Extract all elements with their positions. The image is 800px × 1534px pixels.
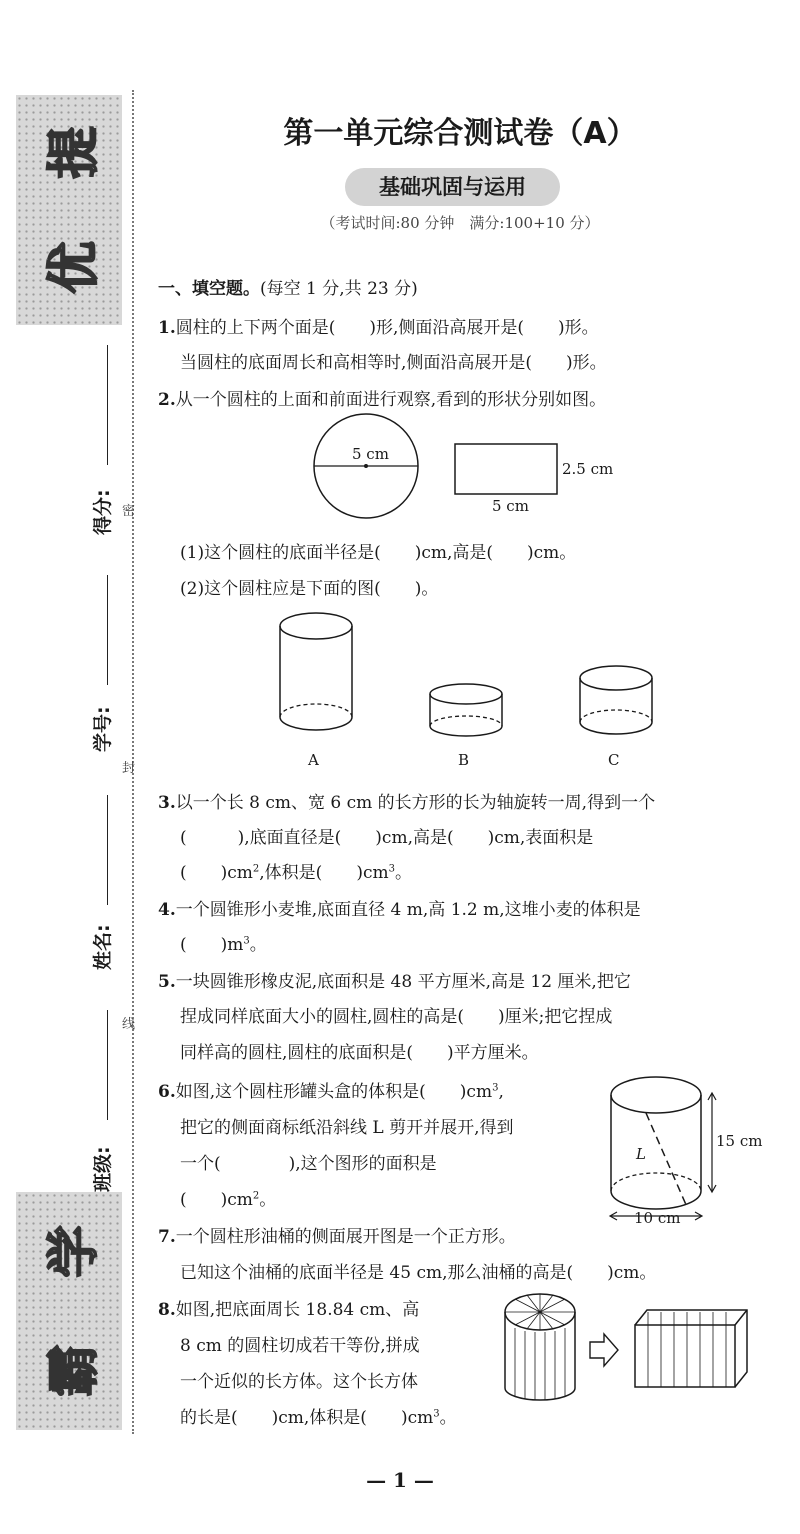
exam-info: （考试时间:80 分钟 满分:100+10 分） xyxy=(320,214,600,232)
circle-label: 5 cm xyxy=(352,445,389,463)
question-text: 从一个圆柱的上面和前面进行观察,看到的形状分别如图。 xyxy=(175,390,607,410)
q3-text: ,体积是( )cm xyxy=(259,863,389,883)
q6-l-label: L xyxy=(636,1145,646,1163)
page-number: — 1 — xyxy=(366,1468,434,1492)
question-5-line3[interactable]: 同样高的圆柱,圆柱的底面积是( )平方厘米。 xyxy=(180,1043,539,1063)
question-5 xyxy=(158,967,631,992)
superscript: 2 xyxy=(252,863,260,875)
q3-text: ( )cm xyxy=(180,863,253,883)
question-4-line2[interactable] xyxy=(180,930,267,955)
q4-text: ( )m xyxy=(180,935,244,955)
question-number: 7. xyxy=(158,1227,176,1247)
q8-cylinder-figure xyxy=(505,1294,747,1400)
option-label: A xyxy=(308,751,319,769)
rect-bottom-label: 5 cm xyxy=(492,497,529,515)
question-7-line2[interactable]: 已知这个油桶的底面半径是 45 cm,那么油桶的高是( )cm。 xyxy=(180,1263,657,1283)
section-note: (每空 1 分,共 23 分) xyxy=(260,279,418,299)
q3-text: 。 xyxy=(394,863,412,883)
question-1-line2[interactable]: 当圆柱的底面周长和高相等时,侧面沿高展开是( )形。 xyxy=(180,353,607,373)
superscript: 2 xyxy=(252,1190,260,1202)
band-char: 霸 xyxy=(44,1344,105,1397)
superscript: 3 xyxy=(388,863,395,875)
question-6[interactable] xyxy=(158,1077,504,1102)
q4-text: 。 xyxy=(249,935,267,955)
question-text: , xyxy=(498,1082,504,1102)
question-3-line3[interactable] xyxy=(180,858,412,883)
question-text[interactable]: 圆柱的上下两个面是( )形,侧面沿高展开是( )形。 xyxy=(175,318,599,338)
question-number: 1. xyxy=(158,318,176,338)
question-6-line3[interactable]: 一个( ),这个图形的面积是 xyxy=(180,1154,437,1174)
band-char: 优 xyxy=(44,241,105,294)
question-number: 4. xyxy=(158,900,176,920)
q6-can-figure xyxy=(610,1077,716,1220)
band-char: 学 xyxy=(44,1225,105,1278)
name-field-label: 姓名: xyxy=(92,924,114,970)
rect-side-label: 2.5 cm xyxy=(562,460,614,478)
question-2-sub1[interactable]: (1)这个圆柱的底面半径是( )cm,高是( )cm。 xyxy=(180,543,577,563)
question-text: 以一个长 8 cm、宽 6 cm 的长方形的长为轴旋转一周,得到一个 xyxy=(175,793,656,813)
question-7 xyxy=(158,1222,516,1247)
score-field-label: 得分: xyxy=(92,489,114,535)
q6-text: ( )cm xyxy=(180,1190,253,1210)
q6-height-label: 15 cm xyxy=(716,1132,763,1150)
question-text: 一个圆锥形小麦堆,底面直径 4 m,高 1.2 m,这堆小麦的体积是 xyxy=(175,900,641,920)
question-3-line2[interactable]: ( ),底面直径是( )cm,高是( )cm,表面积是 xyxy=(180,828,594,848)
question-6-line2: 把它的侧面商标纸沿斜线 L 剪开并展开,得到 xyxy=(180,1118,514,1138)
question-8-line4[interactable] xyxy=(180,1403,457,1428)
front-view-rect xyxy=(455,444,557,494)
seal-mark: 密 xyxy=(122,504,136,519)
question-4 xyxy=(158,895,641,920)
q8-text: 。 xyxy=(439,1408,457,1428)
question-number: 5. xyxy=(158,972,176,992)
question-text: 如图,把底面周长 18.84 cm、高 xyxy=(175,1300,420,1320)
band-char: 提 xyxy=(44,126,105,179)
question-number: 6. xyxy=(158,1082,176,1102)
cylinder-option-c xyxy=(580,666,652,734)
seal-mark: 线 xyxy=(122,1017,136,1032)
option-label: C xyxy=(608,751,620,769)
cylinder-option-b xyxy=(430,684,502,736)
question-number: 8. xyxy=(158,1300,176,1320)
cylinder-option-a xyxy=(280,613,352,730)
q6-width-label: 10 cm xyxy=(634,1209,681,1227)
question-2-sub2[interactable]: (2)这个圆柱应是下面的图( )。 xyxy=(180,579,439,599)
question-number: 2. xyxy=(158,390,176,410)
question-number: 3. xyxy=(158,793,176,813)
question-5-line2[interactable]: 捏成同样底面大小的圆柱,圆柱的高是( )厘米;把它捏成 xyxy=(180,1007,613,1027)
option-label: B xyxy=(458,751,470,769)
question-3 xyxy=(158,788,655,813)
student-number-field-label: 学号: xyxy=(92,706,114,752)
class-field-label: 班级: xyxy=(92,1146,114,1192)
page-subtitle: 基础巩固与运用 xyxy=(345,168,560,206)
page-title: 第一单元综合测试卷（A） xyxy=(283,116,637,151)
q6-text: 。 xyxy=(259,1190,277,1210)
question-text: 一块圆锥形橡皮泥,底面积是 48 平方厘米,高是 12 厘米,把它 xyxy=(175,972,631,992)
superscript: 3 xyxy=(492,1082,499,1094)
superscript: 3 xyxy=(243,935,250,947)
question-8-line2: 8 cm 的圆柱切成若干等份,拼成 xyxy=(180,1336,420,1356)
question-8 xyxy=(158,1295,419,1320)
center-dot xyxy=(364,464,368,468)
q8-text: 的长是( )cm,体积是( )cm xyxy=(180,1408,434,1428)
question-8-line3: 一个近似的长方体。这个长方体 xyxy=(180,1372,418,1392)
question-text: 如图,这个圆柱形罐头盒的体积是( )cm xyxy=(175,1082,493,1102)
superscript: 3 xyxy=(433,1408,440,1420)
section-title: 一、填空题。 xyxy=(158,279,260,299)
seal-mark: 封 xyxy=(122,761,136,776)
question-6-line4[interactable] xyxy=(180,1185,276,1210)
question-text: 一个圆柱形油桶的侧面展开图是一个正方形。 xyxy=(175,1227,516,1247)
